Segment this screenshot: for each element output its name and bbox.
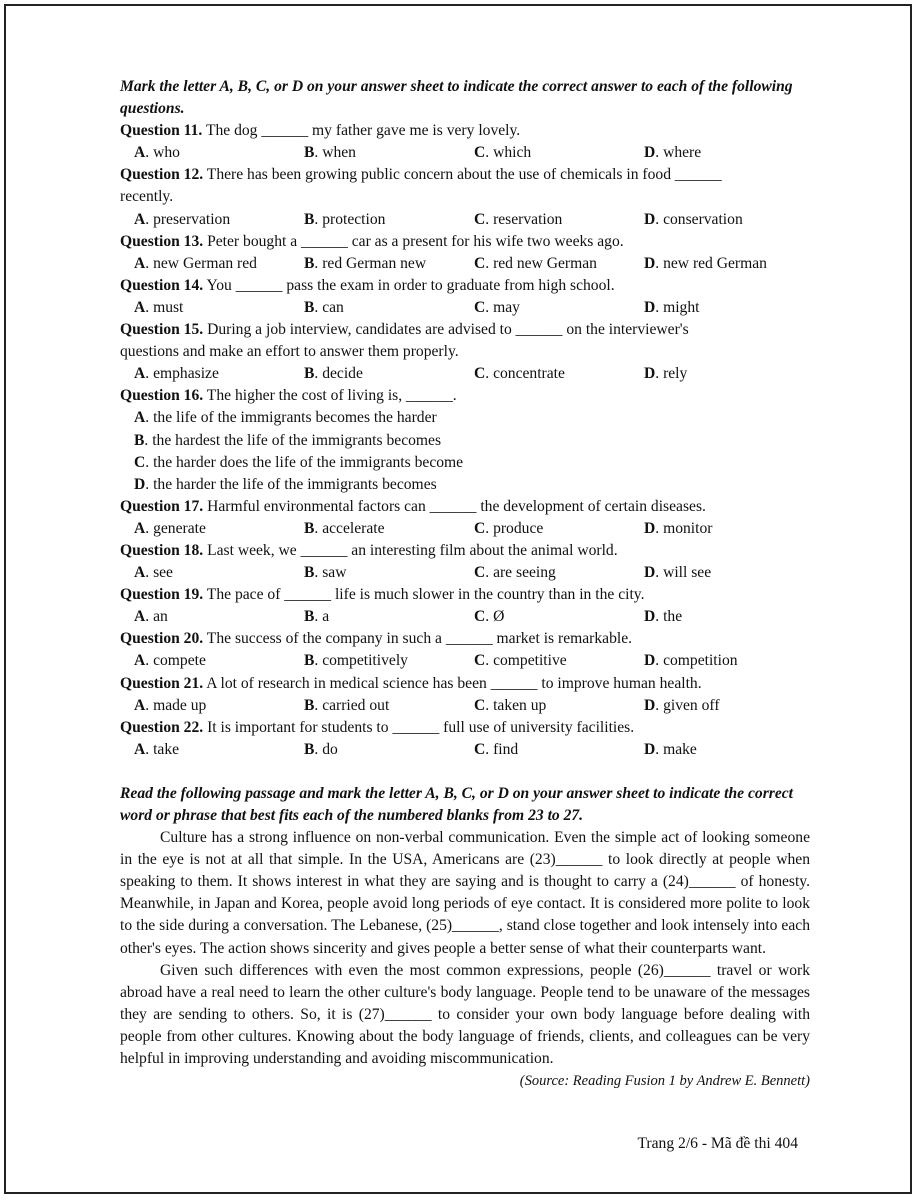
option-letter: C <box>474 144 486 162</box>
answer-options <box>120 606 810 628</box>
option-letter: D <box>644 210 656 228</box>
question-number: Question 17. <box>120 497 204 515</box>
option-letter: D <box>644 519 656 537</box>
option-letter: A <box>134 608 146 626</box>
option-text: . which <box>485 144 532 162</box>
option-letter: D <box>644 696 656 714</box>
option-letter: D <box>644 564 656 582</box>
option-text: . red German new <box>314 254 427 272</box>
option-text: . must <box>145 298 184 316</box>
question-line <box>120 540 810 562</box>
answer-options <box>120 363 810 385</box>
question-line <box>120 673 810 695</box>
answer-option <box>120 474 810 496</box>
answer-option <box>134 297 304 319</box>
option-text: . compete <box>145 652 206 670</box>
question-text: Peter bought a ______ car as a present for his wife two weeks ago. <box>203 232 624 250</box>
answer-options <box>120 297 810 319</box>
question-line <box>120 231 810 253</box>
passage-paragraph-1: Culture has a strong influence on non-verbal communication. Even the simple act of looking someone in the eye is not at all that simple. In the USA, Americans are (23)______ to look directly at people when speaking to them. It shows interest in what they are saying and is thought to carry a (24)______ of honesty. Meanwhile, in Japan and Korea, people avoid long periods of eye contact. It is considered more polite to look to the side during a conversation. The Lebanese, (25)______, stand close together and look intensely into each other's eyes. The action shows sincerity and gives people a better sense of what their counterparts want. <box>120 829 810 957</box>
option-text: . generate <box>145 519 206 537</box>
option-text: . who <box>145 144 180 162</box>
option-text: . decide <box>314 365 363 383</box>
answer-option <box>120 430 810 452</box>
option-text: . may <box>485 298 520 316</box>
option-text: . made up <box>145 696 207 714</box>
passage-paragraph-2: Given such differences with even the most common expressions, people (26)______ travel or work abroad have a real need to learn the other culture's body language. People tend to be unaware of the messages they are sending to others. So, it is (27)______ to consider your own body language before dealing with people from other cultures. Knowing about the body language of friends, clients, and colleagues can be very helpful in improving understanding and avoiding miscommunication. <box>120 961 810 1068</box>
answer-option <box>474 650 644 672</box>
question-text: The dog ______ my father gave me is very lovely. <box>202 122 521 140</box>
question-line <box>120 496 810 518</box>
option-letter: C <box>474 298 486 316</box>
answer-option <box>304 650 474 672</box>
answer-option <box>474 253 644 275</box>
question-number: Question 21. <box>120 674 204 692</box>
answer-options <box>120 739 810 761</box>
answer-option <box>644 739 814 761</box>
answer-option <box>120 452 810 474</box>
answer-option <box>644 297 814 319</box>
option-text: . when <box>314 144 356 162</box>
answer-option <box>474 562 644 584</box>
answer-option <box>474 363 644 385</box>
option-letter: D <box>644 365 656 383</box>
answer-option <box>134 363 304 385</box>
question-line <box>120 164 810 186</box>
question-number: Question 16. <box>120 387 204 405</box>
option-letter: A <box>134 740 146 758</box>
option-text: . an <box>145 608 168 626</box>
passage-source: (Source: Reading Fusion 1 by Andrew E. Bennett) <box>519 1073 810 1090</box>
answer-option <box>134 695 304 717</box>
option-letter: B <box>304 740 315 758</box>
answer-option <box>304 253 474 275</box>
answer-option <box>644 518 814 540</box>
answer-option <box>644 363 814 385</box>
option-letter: D <box>644 652 656 670</box>
option-letter: A <box>134 696 146 714</box>
option-text: . where <box>655 144 702 162</box>
option-text: . concentrate <box>485 365 565 383</box>
answer-option <box>474 606 644 628</box>
option-text: . monitor <box>655 519 713 537</box>
answer-options <box>120 650 810 672</box>
option-text: . see <box>145 564 173 582</box>
answer-options <box>120 518 810 540</box>
section-gap <box>120 761 810 783</box>
question-text-continued: recently. <box>120 188 174 206</box>
option-letter: C <box>474 210 486 228</box>
option-text: . protection <box>314 210 386 228</box>
question-number: Question 19. <box>120 586 204 604</box>
option-letter: D <box>134 475 146 493</box>
question-text: During a job interview, candidates are advised to ______ on the interviewer's <box>203 321 689 339</box>
option-letter: B <box>304 652 315 670</box>
answer-option <box>134 650 304 672</box>
option-letter: A <box>134 144 146 162</box>
question-text: A lot of research in medical science has been ______ to improve human health. <box>203 674 702 692</box>
answer-option <box>304 606 474 628</box>
answer-option <box>644 562 814 584</box>
option-text: . make <box>655 740 697 758</box>
option-letter: C <box>474 519 486 537</box>
option-text: . the hardest the life of the immigrants becomes <box>144 431 442 449</box>
option-text: . the harder the life of the immigrants becomes <box>145 475 437 493</box>
answer-option <box>474 695 644 717</box>
option-text: . competition <box>655 652 738 670</box>
option-text: . new red German <box>655 254 767 272</box>
option-text: . red new German <box>485 254 597 272</box>
option-text: . do <box>314 740 338 758</box>
option-letter: A <box>134 409 146 427</box>
answer-option <box>304 297 474 319</box>
option-letter: C <box>474 608 486 626</box>
option-text: . taken up <box>485 696 547 714</box>
option-text: . the life of the immigrants becomes the harder <box>145 409 437 427</box>
question-number: Question 18. <box>120 541 204 559</box>
question-text-continued: questions and make an effort to answer them properly. <box>120 343 459 361</box>
instruction-questions: Mark the letter A, B, C, or D on your answer sheet to indicate the correct answer to each of the following questions. <box>120 78 793 118</box>
answer-option <box>134 739 304 761</box>
option-text: . carried out <box>314 696 390 714</box>
option-text: . are seeing <box>485 564 556 582</box>
answer-option <box>474 142 644 164</box>
option-letter: D <box>644 298 656 316</box>
option-text: . saw <box>314 564 347 582</box>
option-text: . produce <box>485 519 544 537</box>
option-text: . find <box>485 740 519 758</box>
page-footer: Trang 2/6 - Mã đề thi 404 <box>637 1135 798 1152</box>
question-text: Last week, we ______ an interesting film about the animal world. <box>203 541 618 559</box>
option-text: . reservation <box>485 210 563 228</box>
answer-option <box>304 142 474 164</box>
answer-option <box>134 142 304 164</box>
answer-option <box>304 562 474 584</box>
answer-option <box>474 297 644 319</box>
answer-options <box>120 562 810 584</box>
option-letter: B <box>304 608 315 626</box>
option-text: . might <box>655 298 700 316</box>
exam-content <box>120 76 810 1092</box>
answer-option <box>644 209 814 231</box>
question-line <box>120 628 810 650</box>
answer-option <box>644 695 814 717</box>
question-number: Question 15. <box>120 321 204 339</box>
answer-options <box>120 142 810 164</box>
answer-option <box>134 253 304 275</box>
question-text: The success of the company in such a ______ market is remarkable. <box>203 630 633 648</box>
option-text: . take <box>145 740 180 758</box>
option-letter: C <box>134 453 146 471</box>
option-letter: C <box>474 564 486 582</box>
option-text: . Ø <box>485 608 505 626</box>
option-text: . will see <box>655 564 712 582</box>
answer-option <box>120 407 810 429</box>
option-letter: B <box>134 431 145 449</box>
option-text: . can <box>314 298 344 316</box>
answer-option <box>304 739 474 761</box>
option-text: . conservation <box>655 210 743 228</box>
question-line <box>120 717 810 739</box>
answer-option <box>304 209 474 231</box>
question-list <box>120 120 810 761</box>
question-number: Question 12. <box>120 166 204 184</box>
option-letter: D <box>644 608 656 626</box>
option-text: . a <box>314 608 330 626</box>
question-text: The higher the cost of living is, ______. <box>203 387 457 405</box>
answer-option <box>134 518 304 540</box>
option-letter: B <box>304 696 315 714</box>
question-line <box>120 319 810 341</box>
option-letter: C <box>474 365 486 383</box>
answer-options <box>120 253 810 275</box>
answer-option <box>474 739 644 761</box>
option-text: . accelerate <box>314 519 385 537</box>
option-letter: B <box>304 210 315 228</box>
option-text: . given off <box>655 696 720 714</box>
answer-option <box>134 209 304 231</box>
question-text: You ______ pass the exam in order to graduate from high school. <box>203 276 615 294</box>
question-number: Question 20. <box>120 630 204 648</box>
option-text: . the <box>655 608 683 626</box>
option-letter: A <box>134 652 146 670</box>
question-line <box>120 385 810 407</box>
option-letter: D <box>644 254 656 272</box>
question-number: Question 13. <box>120 232 204 250</box>
option-text: . the harder does the life of the immigrants become <box>145 453 464 471</box>
option-letter: C <box>474 652 486 670</box>
answer-option <box>474 209 644 231</box>
option-letter: C <box>474 696 486 714</box>
question-text: There has been growing public concern about the use of chemicals in food ______ <box>203 166 722 184</box>
option-letter: A <box>134 298 146 316</box>
question-text: It is important for students to ______ full use of university facilities. <box>203 718 635 736</box>
option-letter: A <box>134 365 146 383</box>
option-letter: A <box>134 564 146 582</box>
option-text: . rely <box>655 365 688 383</box>
option-letter: B <box>304 254 315 272</box>
option-letter: B <box>304 365 315 383</box>
option-letter: A <box>134 254 146 272</box>
answer-option <box>644 253 814 275</box>
answer-option <box>304 695 474 717</box>
option-text: . emphasize <box>145 365 219 383</box>
option-letter: D <box>644 144 656 162</box>
option-text: . competitive <box>485 652 567 670</box>
option-letter: D <box>644 740 656 758</box>
option-letter: B <box>304 298 315 316</box>
question-line <box>120 584 810 606</box>
answer-options <box>120 209 810 231</box>
question-number: Question 14. <box>120 276 204 294</box>
question-line <box>120 120 810 142</box>
answer-option <box>134 562 304 584</box>
option-letter: B <box>304 519 315 537</box>
question-text: Harmful environmental factors can ______ the development of certain diseases. <box>203 497 706 515</box>
answer-option <box>644 650 814 672</box>
answer-option <box>304 518 474 540</box>
question-number: Question 22. <box>120 718 204 736</box>
option-letter: B <box>304 564 315 582</box>
answer-options <box>120 695 810 717</box>
option-letter: C <box>474 740 486 758</box>
option-letter: C <box>474 254 486 272</box>
answer-option <box>134 606 304 628</box>
answer-option <box>474 518 644 540</box>
option-letter: A <box>134 210 146 228</box>
option-text: . competitively <box>314 652 408 670</box>
option-letter: A <box>134 519 146 537</box>
question-text: The pace of ______ life is much slower in the country than in the city. <box>203 586 645 604</box>
answer-option <box>644 142 814 164</box>
question-line <box>120 275 810 297</box>
answer-option <box>644 606 814 628</box>
exam-page <box>4 4 912 1194</box>
option-text: . preservation <box>145 210 231 228</box>
option-letter: B <box>304 144 315 162</box>
answer-option <box>304 363 474 385</box>
instruction-passage: Read the following passage and mark the letter A, B, C, or D on your answer sheet to indicate the correct word or phrase that best fits each of the numbered blanks from 23 to 27. <box>120 784 794 824</box>
option-text: . new German red <box>145 254 257 272</box>
question-number: Question 11. <box>120 122 203 140</box>
